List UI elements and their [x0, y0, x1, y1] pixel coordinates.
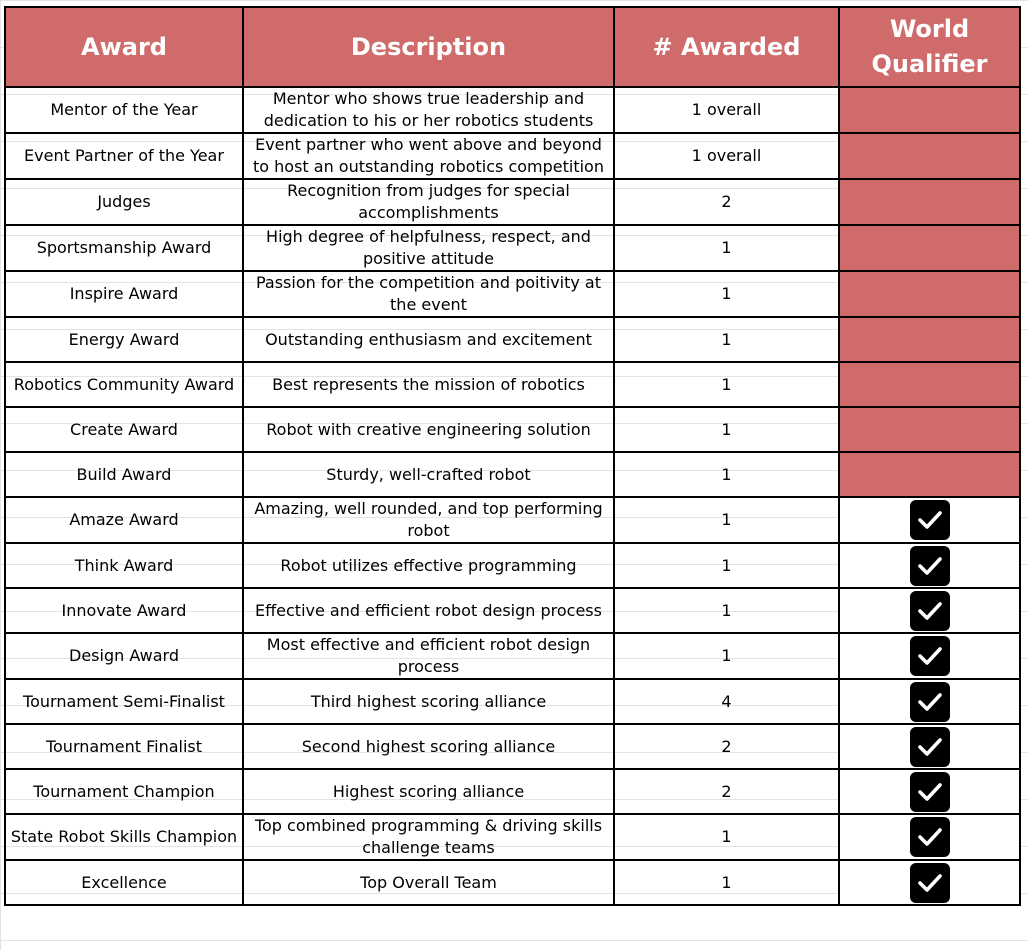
description-cell[interactable]: Best represents the mission of robotics	[243, 362, 614, 407]
table-row	[5, 814, 1020, 860]
table-body	[5, 87, 1020, 905]
checkbox-checked-icon[interactable]	[910, 591, 950, 631]
description-cell[interactable]: Mentor who shows true leadership and dedication to his or her robotics students	[243, 87, 614, 133]
awarded-cell[interactable]: 1 overall	[614, 87, 839, 133]
table-row	[5, 769, 1020, 814]
awarded-cell[interactable]: 1	[614, 497, 839, 543]
description-cell[interactable]: Sturdy, well-crafted robot	[243, 452, 614, 497]
awarded-cell[interactable]: 1	[614, 860, 839, 905]
award-cell[interactable]: Create Award	[5, 407, 243, 452]
world-qualifier-cell[interactable]	[839, 317, 1020, 362]
checkbox-checked-icon[interactable]	[910, 817, 950, 857]
awarded-cell[interactable]: 4	[614, 679, 839, 724]
description-cell[interactable]: Top Overall Team	[243, 860, 614, 905]
table-row	[5, 452, 1020, 497]
header-world-line1: World	[889, 15, 970, 43]
checkbox-checked-icon[interactable]	[910, 772, 950, 812]
award-cell[interactable]: Judges	[5, 179, 243, 225]
description-cell[interactable]: Second highest scoring alliance	[243, 724, 614, 769]
table-row	[5, 179, 1020, 225]
award-cell[interactable]: Tournament Semi-Finalist	[5, 679, 243, 724]
world-qualifier-cell[interactable]	[839, 225, 1020, 271]
checkbox-checked-icon[interactable]	[910, 500, 950, 540]
awarded-cell[interactable]: 1	[614, 225, 839, 271]
table-row	[5, 317, 1020, 362]
awarded-cell[interactable]: 2	[614, 179, 839, 225]
award-cell[interactable]: Excellence	[5, 860, 243, 905]
table-row	[5, 362, 1020, 407]
awarded-cell[interactable]: 1	[614, 588, 839, 633]
award-cell[interactable]: Energy Award	[5, 317, 243, 362]
award-cell[interactable]: Mentor of the Year	[5, 87, 243, 133]
description-cell[interactable]: Third highest scoring alliance	[243, 679, 614, 724]
award-cell[interactable]: Design Award	[5, 633, 243, 679]
world-qualifier-cell[interactable]	[839, 497, 1020, 543]
description-cell[interactable]: Robot with creative engineering solution	[243, 407, 614, 452]
awarded-cell[interactable]: 1	[614, 814, 839, 860]
table-row	[5, 133, 1020, 179]
description-cell[interactable]: Effective and efficient robot design process	[243, 588, 614, 633]
world-qualifier-cell[interactable]	[839, 679, 1020, 724]
awarded-cell[interactable]: 2	[614, 769, 839, 814]
description-cell[interactable]: Top combined programming & driving skills challenge teams	[243, 814, 614, 860]
award-cell[interactable]: Sportsmanship Award	[5, 225, 243, 271]
world-qualifier-cell[interactable]	[839, 407, 1020, 452]
award-cell[interactable]: Think Award	[5, 543, 243, 588]
checkbox-checked-icon[interactable]	[910, 863, 950, 903]
description-cell[interactable]: Outstanding enthusiasm and excitement	[243, 317, 614, 362]
table-row	[5, 724, 1020, 769]
world-qualifier-cell[interactable]	[839, 271, 1020, 317]
header-award[interactable]: Award	[5, 7, 243, 87]
description-cell[interactable]: High degree of helpfulness, respect, and positive attitude	[243, 225, 614, 271]
world-qualifier-cell[interactable]	[839, 87, 1020, 133]
world-qualifier-cell[interactable]	[839, 724, 1020, 769]
world-qualifier-cell[interactable]	[839, 814, 1020, 860]
award-cell[interactable]: Robotics Community Award	[5, 362, 243, 407]
header-world-line2: Qualifier	[871, 50, 988, 78]
world-qualifier-cell[interactable]	[839, 588, 1020, 633]
checkbox-checked-icon[interactable]	[910, 727, 950, 767]
award-cell[interactable]: Tournament Finalist	[5, 724, 243, 769]
description-cell[interactable]: Event partner who went above and beyond to host an outstanding robotics competition	[243, 133, 614, 179]
awarded-cell[interactable]: 1	[614, 543, 839, 588]
world-qualifier-cell[interactable]	[839, 769, 1020, 814]
world-qualifier-cell[interactable]	[839, 133, 1020, 179]
table-row	[5, 679, 1020, 724]
checkbox-checked-icon[interactable]	[910, 636, 950, 676]
table-row	[5, 271, 1020, 317]
awards-table	[4, 6, 1021, 906]
header-awarded[interactable]: # Awarded	[614, 7, 839, 87]
description-cell[interactable]: Passion for the competition and poitivity at the event	[243, 271, 614, 317]
description-cell[interactable]: Most effective and efficient robot design process	[243, 633, 614, 679]
awarded-cell[interactable]: 1	[614, 317, 839, 362]
table-row	[5, 87, 1020, 133]
description-cell[interactable]: Robot utilizes effective programming	[243, 543, 614, 588]
checkbox-checked-icon[interactable]	[910, 546, 950, 586]
world-qualifier-cell[interactable]	[839, 633, 1020, 679]
table-row	[5, 497, 1020, 543]
table-row	[5, 633, 1020, 679]
world-qualifier-cell[interactable]	[839, 362, 1020, 407]
awarded-cell[interactable]: 1	[614, 407, 839, 452]
description-cell[interactable]: Highest scoring alliance	[243, 769, 614, 814]
award-cell[interactable]: Build Award	[5, 452, 243, 497]
description-cell[interactable]: Recognition from judges for special accomplishments	[243, 179, 614, 225]
awarded-cell[interactable]: 1 overall	[614, 133, 839, 179]
table-row	[5, 588, 1020, 633]
award-cell[interactable]: Amaze Award	[5, 497, 243, 543]
table-row	[5, 407, 1020, 452]
awarded-cell[interactable]: 1	[614, 452, 839, 497]
awarded-cell[interactable]: 2	[614, 724, 839, 769]
world-qualifier-cell[interactable]	[839, 452, 1020, 497]
table-row	[5, 225, 1020, 271]
award-cell[interactable]: Event Partner of the Year	[5, 133, 243, 179]
award-cell[interactable]: Innovate Award	[5, 588, 243, 633]
description-cell[interactable]: Amazing, well rounded, and top performing robot	[243, 497, 614, 543]
world-qualifier-cell[interactable]	[839, 179, 1020, 225]
header-description[interactable]: Description	[243, 7, 614, 87]
world-qualifier-cell[interactable]	[839, 543, 1020, 588]
awarded-cell[interactable]: 1	[614, 362, 839, 407]
header-world-qualifier[interactable]	[839, 7, 1020, 87]
table-row	[5, 543, 1020, 588]
table-row	[5, 860, 1020, 905]
award-cell[interactable]: Tournament Champion	[5, 769, 243, 814]
world-qualifier-cell[interactable]	[839, 860, 1020, 905]
awarded-cell[interactable]: 1	[614, 633, 839, 679]
header-row	[5, 7, 1020, 87]
checkbox-checked-icon[interactable]	[910, 682, 950, 722]
award-cell[interactable]: State Robot Skills Champion	[5, 814, 243, 860]
awarded-cell[interactable]: 1	[614, 271, 839, 317]
award-cell[interactable]: Inspire Award	[5, 271, 243, 317]
